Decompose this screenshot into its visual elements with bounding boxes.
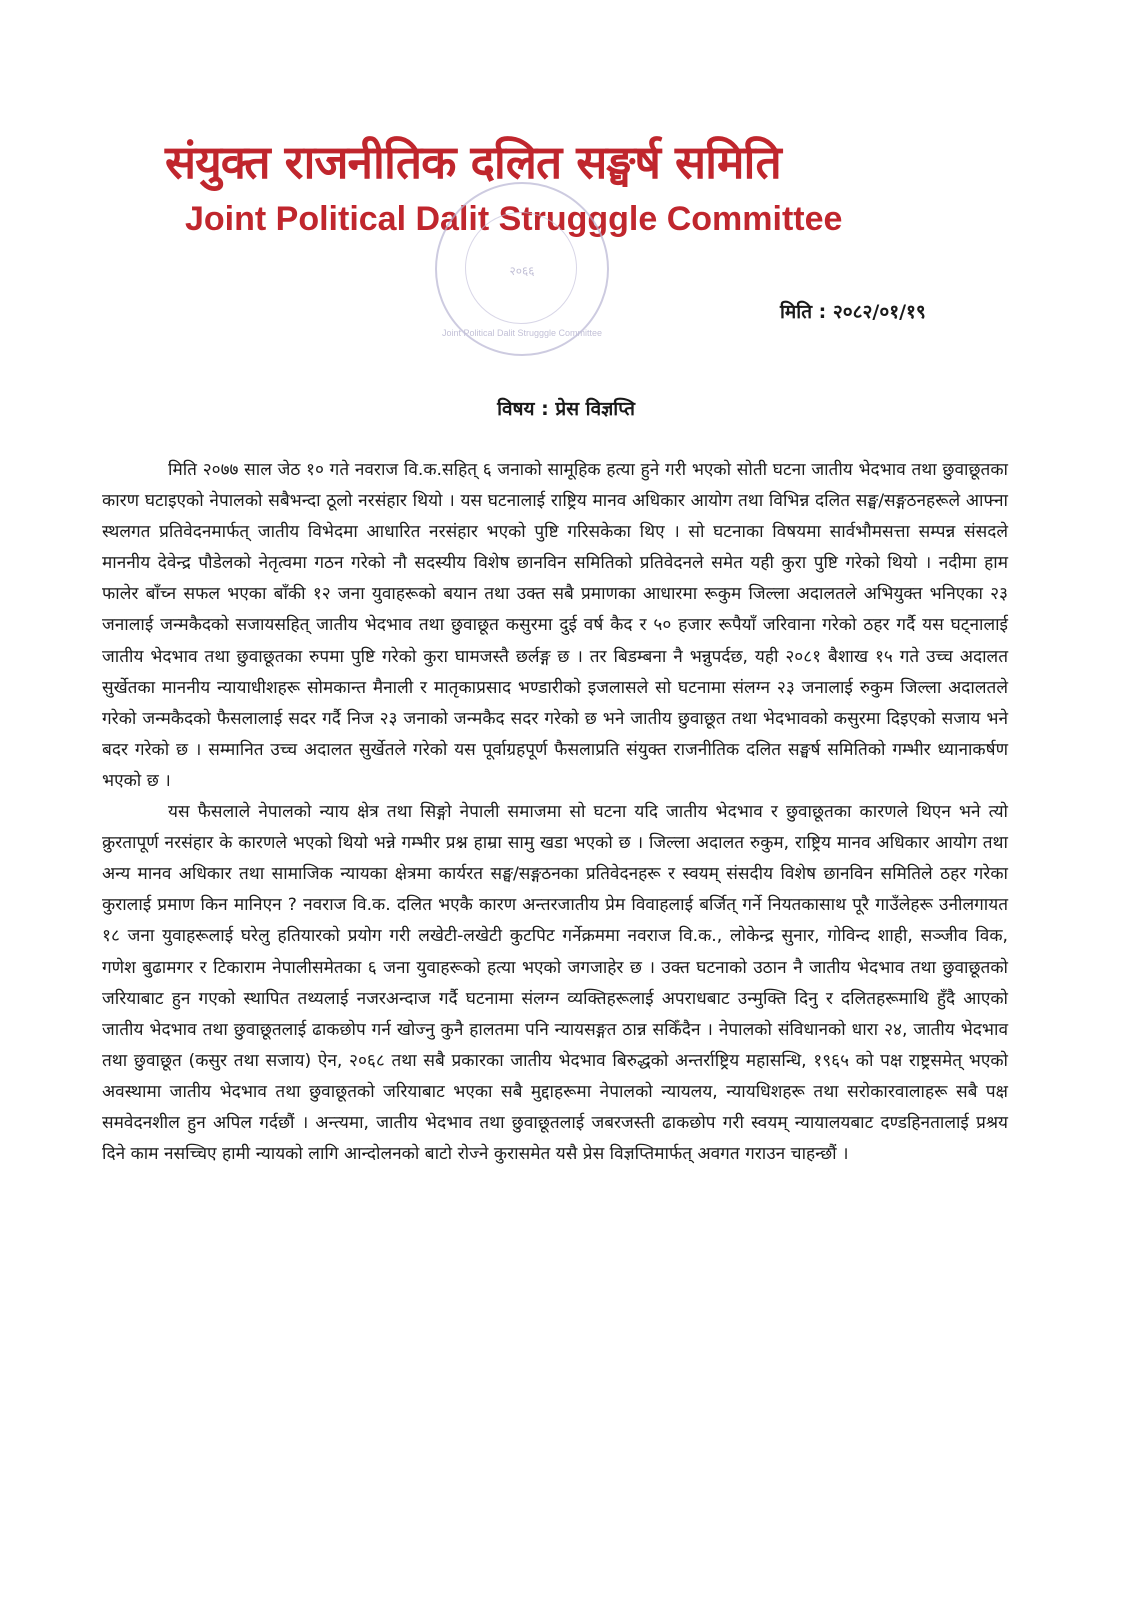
stamp-year: २०६६ <box>509 264 535 278</box>
stamp-ring-text: Joint Political Dalit Strugggle Committee <box>441 328 603 338</box>
document-subject: विषय : प्रेस विज्ञप्ति <box>497 398 635 420</box>
body-paragraph: मिति २०७७ साल जेठ १० गते नवराज वि.क.सहित् ६ जनाको सामूहिक हत्या हुने गरी भएको सोती घटना जातीय भेदभाव तथा छुवाछूतका कारण घटाइएको नेपालको सबैभन्दा ठूलो नरसंहार थियो । यस घटनालाई राष्ट्रिय मानव अधिकार आयोग तथा विभिन्न दलित सङ्घ/सङ्गठनहरूले आफ्ना स्थलगत प्रतिवेदनमार्फत् जातीय विभेदमा आधारित नरसंहार भएको पुष्टि गरिसकेका थिए । सो घटनाका विषयमा सार्वभौमसत्ता सम्पन्न संसदले माननीय देवेन्द्र पौडेलको नेतृत्वमा गठन गरेको नौ सदस्यीय विशेष छानविन समितिको प्रतिवेदनले समेत यही कुरा पुष्टि गरेको थियो । नदीमा हाम फालेर बाँच्न सफल भएका बाँकी १२ जना युवाहरूको बयान तथा उक्त सबै प्रमाणका आधारमा रूकुम जिल्ला अदालतले अभियुक्त भनिएका २३ जनालाई जन्मकैदको सजायसहित् जातीय भेदभाव तथा छुवाछूत कसुरमा दुई वर्ष कैद र ५० हजार रूपैयाँ जरिवाना गरेको ठहर गर्दै यस घट्नालाई जातीय भेदभाव तथा छुवाछूतका रुपमा पुष्टि गरेको कुरा घामजस्तै छर्लङ्ग छ । तर बिडम्बना नै भन्नुपर्दछ, यही २०८१ बैशाख १५ गते उच्च अदालत सुर्खेतका माननीय न्यायाधीशहरू सोमकान्त मैनाली र मातृकाप्रसाद भण्डारीको इजलासले सो घटनामा संलग्न २३ जनालाई रुकुम जिल्ला अदालतले गरेको जन्मकैदको फैसलालाई सदर गर्दै निज २३ जनाको जन्मकैद सदर गरेको छ भने जातीय छुवाछूत तथा भेदभावको कसुरमा दिइएको सजाय भने बदर गरेको छ । सम्मानित उच्च अदालत सुर्खेतले गरेको यस पूर्वाग्रहपूर्ण फैसलाप्रति संयुक्त राजनीतिक दलित सङ्घर्ष समितिको गम्भीर ध्यानाकर्षण भएको छ । <box>102 460 1008 791</box>
letterhead-title-nepali: संयुक्त राजनीतिक दलित सङ्घर्ष समिति <box>165 135 781 189</box>
body-paragraph: यस फैसलाले नेपालको न्याय क्षेत्र तथा सिङ्गो नेपाली समाजमा सो घटना यदि जातीय भेदभाव र छुवाछूतका कारणले थिएन भने त्यो क्रुरतापूर्ण नरसंहार के कारणले भएको थियो भन्ने गम्भीर प्रश्न हाम्रा सामु खडा भएको छ । जिल्ला अदालत रुकुम, राष्ट्रिय मानव अधिकार आयोग तथा अन्य मानव अधिकार तथा सामाजिक न्यायका क्षेत्रमा कार्यरत सङ्घ/सङ्गठनका प्रतिवेदनहरू र स्वयम् संसदीय विशेष छानविन समितिले ठहर गरेका कुरालाई प्रमाण किन मानिएन ? नवराज वि.क. दलित भएकै कारण अन्तरजातीय प्रेम विवाहलाई बर्जित् गर्ने नियतकासाथ पूरै गाउँलेहरू उनीलगायत १८ जना युवाहरूलाई घरेलु हतियारको प्रयोग गरी लखेटी-लखेटी कुटपिट गर्नेक्रममा नवराज वि.क., लोकेन्द्र सुनार, गोविन्द शाही, सञ्जीव विक, गणेश बुढामगर र टिकाराम नेपालीसमेतका ६ जना युवाहरूको हत्या भएको जगजाहेर छ । उक्त घटनाको उठान नै जातीय भेदभाव तथा छुवाछूतको जरियाबाट हुन गएको स्थापित तथ्यलाई नजरअन्दाज गर्दै घटनामा संलग्न व्यक्तिहरूलाई अपराधबाट उन्मुक्ति दिनु र दलितहरूमाथि हुँदै आएको जातीय भेदभाव तथा छुवाछूतलाई ढाकछोप गर्न खोज्नु कुनै हालतमा पनि न्यायसङ्गत ठान्न सकिँदैन । नेपालको संविधानको धारा २४, जातीय भेदभाव तथा छुवाछूत (कसुर तथा सजाय) ऐन, २०६८ तथा सबै प्रकारका जातीय भेदभाव बिरुद्धको अन्तर्राष्ट्रिय महासन्धि, १९६५ को पक्ष राष्ट्रसमेत् भएको अवस्थामा जातीय भेदभाव तथा छुवाछूतको जरियाबाट भएका सबै मुद्दाहरूमा नेपालको न्यायलय, न्यायधिशहरू तथा सरोकारवालाहरू सबै पक्ष समवेदनशील हुन अपिल गर्दछौं । अन्त्यमा, जातीय भेदभाव तथा छुवाछूतलाई जबरजस्ती ढाकछोप गरी स्वयम् न्यायालयबाट दण्डहिनतालाई प्रश्रय दिने काम नसच्चिए हामी न्यायको लागि आन्दोलनको बाटो रोज्ने कुरासमेत यसै प्रेस विज्ञप्तिमार्फत् अवगत गराउन चाहन्छौं । <box>102 802 1008 1165</box>
organization-stamp <box>435 182 609 356</box>
document-body <box>102 455 1008 1170</box>
letterhead-title-english: Joint Political Dalit Strugggle Committee <box>185 200 843 238</box>
document-date: मिति : २०८२/०१/१९ <box>780 301 926 323</box>
